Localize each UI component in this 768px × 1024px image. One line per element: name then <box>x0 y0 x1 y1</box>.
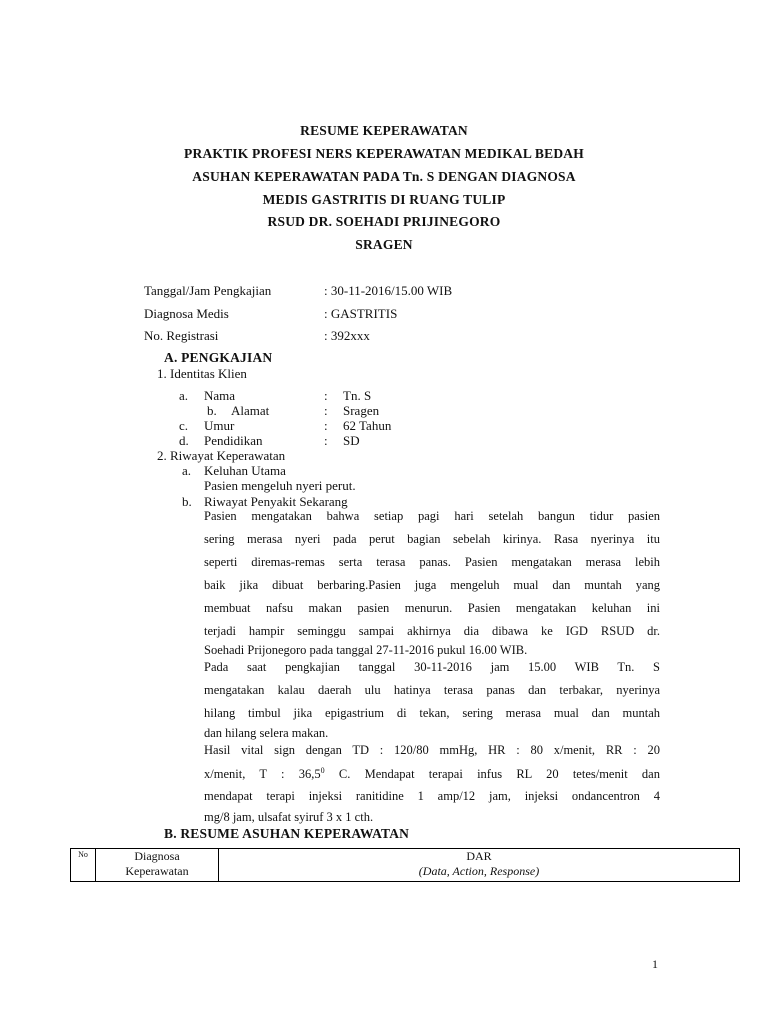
assessment-paragraph-line: mengatakan kalau daerah ulu hatinya terasa panas dan terbakar, nyerinya <box>204 683 660 697</box>
history-paragraph-line: Pasien mengatakan bahwa setiap pagi hari setelah bangun tidur pasien <box>204 509 660 523</box>
meta-value-date: : 30-11-2016/15.00 WIB <box>324 283 453 298</box>
illness-history-letter: b. <box>182 494 192 509</box>
vitals-paragraph-line: mendapat terapi injeksi ranitidine 1 amp/12 jam, injeksi ondancentron 4 <box>204 789 660 803</box>
doc-subtitle-4: RSUD DR. SOEHADI PRIJINEGORO <box>267 214 501 229</box>
assessment-paragraph-line: hilang timbul jika epigastrium di tekan, sering merasa mual dan muntah <box>204 706 660 720</box>
history-paragraph-line: sering merasa nyeri pada perut bagian sebelah kirinya. Rasa nyerinya itu <box>204 532 660 546</box>
identity-colon: : <box>324 388 328 403</box>
identity-colon: : <box>324 433 328 448</box>
history-paragraph-line: terjadi hampir seminggu sampai akhirnya dia dibawa ke IGD RSUD dr. <box>204 624 660 638</box>
page-number: 1 <box>652 957 658 971</box>
doc-subtitle-3: MEDIS GASTRITIS DI RUANG TULIP <box>262 192 506 207</box>
meta-label-date: Tanggal/Jam Pengkajian <box>144 283 272 298</box>
history-paragraph-line: membuat nafsu makan pasien menurun. Pasien mengatakan keluhan ini <box>204 601 660 615</box>
meta-label-diagnosis: Diagnosa Medis <box>144 306 229 321</box>
doc-subtitle-5: SRAGEN <box>355 237 413 252</box>
degree-superscript: 0 <box>320 766 325 775</box>
history-heading: 2. Riwayat Keperawatan <box>157 448 286 463</box>
section-b-heading: B. RESUME ASUHAN KEPERAWATAN <box>164 826 410 841</box>
identity-label-address: Alamat <box>231 403 270 418</box>
illness-history-label: Riwayat Penyakit Sekarang <box>204 494 348 509</box>
doc-subtitle-2: ASUHAN KEPERAWATAN PADA Tn. S DENGAN DIAGNOSA <box>192 169 576 184</box>
identity-letter-d: d. <box>179 433 189 448</box>
table-header-row <box>71 849 740 882</box>
history-paragraph-line: Soehadi Prijonegoro pada tanggal 27-11-2016 pukul 16.00 WIB. <box>204 643 528 657</box>
vitals-paragraph-line: mg/8 jam, ulsafat syiruf 3 x 1 cth. <box>204 810 374 824</box>
assessment-paragraph-line: Pada saat pengkajian tanggal 30-11-2016 jam 15.00 WIB Tn. S <box>204 660 660 674</box>
vitals-paragraph-line: x/menit, T : 36,5$^0$ C. Mendapat terapai infus RL 20 tetes/menit dan <box>204 766 660 782</box>
identity-heading: 1. Identitas Klien <box>157 366 247 381</box>
identity-colon: : <box>324 418 328 433</box>
table-header-dar: DAR (Data, Action, Response) <box>219 849 740 882</box>
identity-label-name: Nama <box>204 388 236 403</box>
identity-label-age: Umur <box>204 418 235 433</box>
history-paragraph-line: seperti diremas-remas serta terasa panas. Pasien mengatakan merasa lebih <box>204 555 660 569</box>
identity-value-age: 62 Tahun <box>343 418 392 433</box>
meta-label-registration: No. Registrasi <box>144 328 219 343</box>
table-header-no: No <box>71 849 96 882</box>
section-a-heading: A. PENGKAJIAN <box>164 350 273 365</box>
identity-value-name: Tn. S <box>343 388 372 403</box>
vitals-paragraph-line: Hasil vital sign dengan TD : 120/80 mmHg, HR : 80 x/menit, RR : 20 <box>204 743 660 757</box>
identity-value-education: SD <box>343 433 360 448</box>
complaint-label: Keluhan Utama <box>204 463 286 478</box>
meta-value-diagnosis: : GASTRITIS <box>324 306 398 321</box>
identity-letter-b: b. <box>207 403 217 418</box>
identity-colon: : <box>324 403 328 418</box>
meta-value-registration: : 392xxx <box>324 328 370 343</box>
assessment-paragraph-line: dan hilang selera makan. <box>204 726 329 740</box>
identity-value-address: Sragen <box>343 403 380 418</box>
complaint-letter: a. <box>182 463 192 478</box>
identity-label-education: Pendidikan <box>204 433 263 448</box>
table-header-diagnosis: Diagnosa Keperawatan <box>96 849 219 882</box>
complaint-text: Pasien mengeluh nyeri perut. <box>204 478 356 493</box>
identity-letter-a: a. <box>179 388 189 403</box>
identity-letter-c: c. <box>179 418 189 433</box>
nursing-care-table <box>70 848 740 882</box>
doc-title: RESUME KEPERAWATAN <box>300 123 468 138</box>
history-paragraph-line: baik jika dibuat berbaring.Pasien juga mengeluh mual dan muntah yang <box>204 578 660 592</box>
doc-subtitle-1: PRAKTIK PROFESI NERS KEPERAWATAN MEDIKAL BEDAH <box>184 146 584 161</box>
